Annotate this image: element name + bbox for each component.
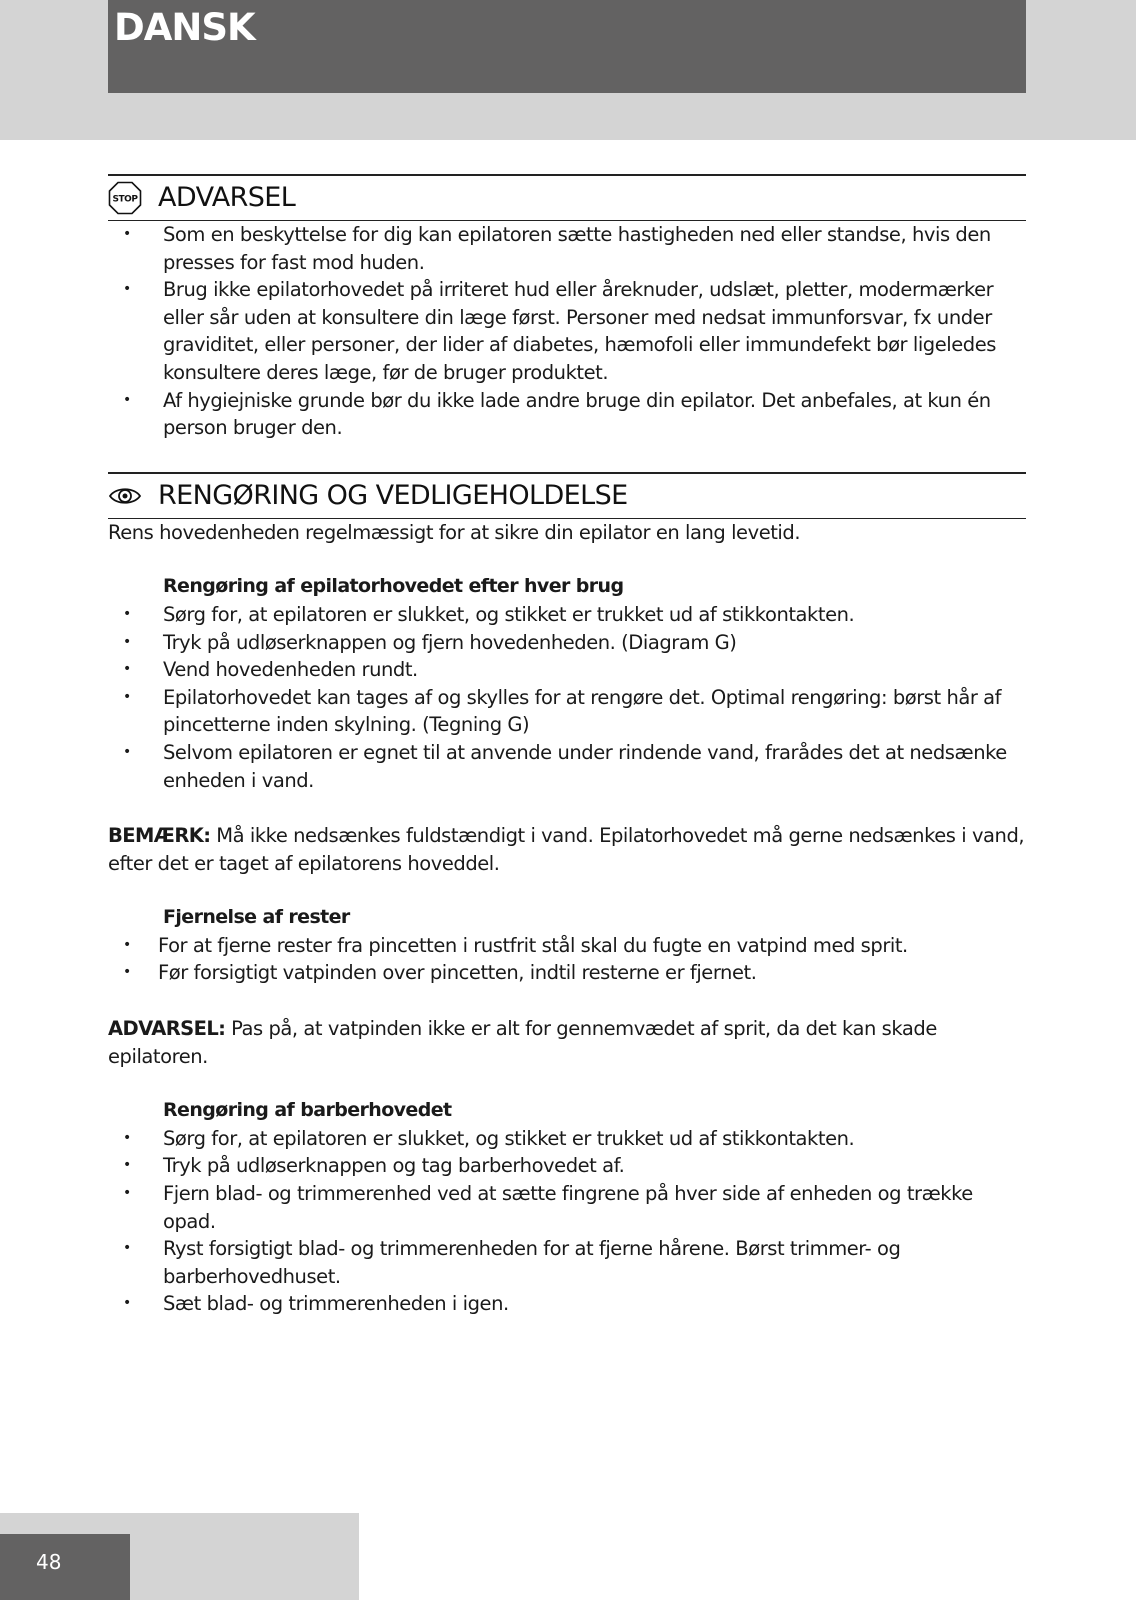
bullet-mark: •	[123, 633, 131, 650]
subheading-residue: Fjernelse af rester	[163, 906, 350, 929]
bullet-mark: •	[123, 743, 131, 760]
bullet-mark: •	[123, 1240, 131, 1257]
list-item: • Sæt blad- og trimmerenheden i igen.	[108, 1290, 1026, 1318]
cleaning-intro: Rens hovedenheden regelmæssigt for at sikre din epilator en lang levetid.	[108, 520, 801, 544]
page-number-box	[0, 1534, 130, 1600]
list-item: • Sørg for, at epilatoren er slukket, og stikket er trukket ud af stikkontakten.	[108, 601, 1026, 629]
list-item: • Før forsigtigt vatpinden over pincetten, indtil resterne er fjernet.	[108, 959, 1026, 987]
list-item: • Brug ikke epilatorhovedet på irriteret hud eller åreknuder, udslæt, pletter, modermærker eller sår uden at konsultere din læge først. Personer med nedsat immunforsvar, fx under graviditet, eller personer, der lider af diabetes, hæmofoli eller immundefekt bør ligeledes konsultere deres læge, før de bruger produktet.	[123, 278, 996, 384]
warning-label: ADVARSEL:	[108, 1017, 226, 1041]
note-paragraph: BEMÆRK: Må ikke nedsænkes fuldstændigt i vand. Epilatorhovedet må gerne nedsænkes i vand, efter det er taget af epilatorens hoveddel.	[108, 824, 1025, 875]
bullet-mark: •	[123, 1129, 131, 1146]
bullet-mark: •	[123, 1295, 131, 1312]
warning-paragraph: ADVARSEL: Pas på, at vatpinden ikke er alt for gennemvædet af sprit, da det kan skade epilatoren.	[108, 1017, 937, 1068]
subheading-epilator-head: Rengøring af epilatorhovedet efter hver brug	[163, 575, 624, 598]
language-banner	[108, 0, 1026, 93]
eye-icon	[108, 479, 142, 513]
note-label: BEMÆRK:	[108, 824, 211, 848]
list-item: • Ryst forsigtigt blad- og trimmerenheden for at fjerne hårene. Børst trimmer- og barberhovedhuset.	[123, 1237, 901, 1288]
language-label: DANSK	[114, 6, 255, 49]
warning-heading	[108, 174, 1026, 221]
bullet-mark: •	[123, 688, 131, 705]
list-item: • Epilatorhovedet kan tages af og skylles for at rengøre det. Optimal rengøring: børst hår af pincetterne inden skylning. (Tegning G)	[123, 685, 1002, 737]
bullet-mark: •	[123, 1157, 131, 1174]
bullet-mark: •	[123, 1185, 131, 1202]
bullet-mark: •	[123, 936, 131, 953]
list-item: • Selvom epilatoren er egnet til at anvende under rindende vand, frarådes det at nedsænke enheden i vand.	[123, 740, 1007, 792]
list-item: • Fjern blad- og trimmerenhed ved at sætte fingrene på hver side af enheden og trække opad.	[123, 1182, 973, 1233]
page-number: 48	[36, 1550, 62, 1574]
cleaning-title: RENGØRING OG VEDLIGEHOLDELSE	[158, 479, 628, 511]
shaver-head-list	[108, 1125, 1026, 1318]
epilator-head-list	[108, 601, 1026, 794]
warning-list	[108, 221, 1026, 442]
bullet-mark: •	[123, 226, 131, 242]
cleaning-heading	[108, 472, 1026, 519]
list-item: • For at fjerne rester fra pincetten i rustfrit stål skal du fugte en vatpind med sprit.	[108, 932, 1026, 960]
bullet-mark: •	[123, 661, 131, 678]
svg-text:STOP: STOP	[112, 194, 138, 205]
subheading-shaver-head: Rengøring af barberhovedet	[163, 1099, 452, 1122]
list-item: • Vend hovedenheden rundt.	[108, 656, 1026, 684]
list-item: • Tryk på udløserknappen og fjern hovedenheden. (Diagram G)	[108, 629, 1026, 657]
list-item: • Sørg for, at epilatoren er slukket, og stikket er trukket ud af stikkontakten.	[108, 1125, 1026, 1153]
list-item: • Tryk på udløserknappen og tag barberhovedet af.	[108, 1152, 1026, 1180]
warning-title: ADVARSEL	[158, 182, 296, 214]
list-item: • Som en beskyttelse for dig kan epilatoren sætte hastigheden ned eller standse, hvis den presses for fast mod huden.	[123, 223, 991, 274]
residue-list	[108, 932, 1026, 987]
bullet-mark: •	[123, 605, 131, 622]
list-item: • Af hygiejniske grunde bør du ikke lade andre bruge din epilator. Det anbefales, at kun én person bruger den.	[123, 388, 991, 440]
page-content	[108, 174, 1026, 1318]
bullet-mark: •	[123, 964, 131, 981]
bullet-mark: •	[123, 281, 131, 298]
bullet-mark: •	[123, 391, 131, 408]
stop-icon	[108, 181, 142, 215]
